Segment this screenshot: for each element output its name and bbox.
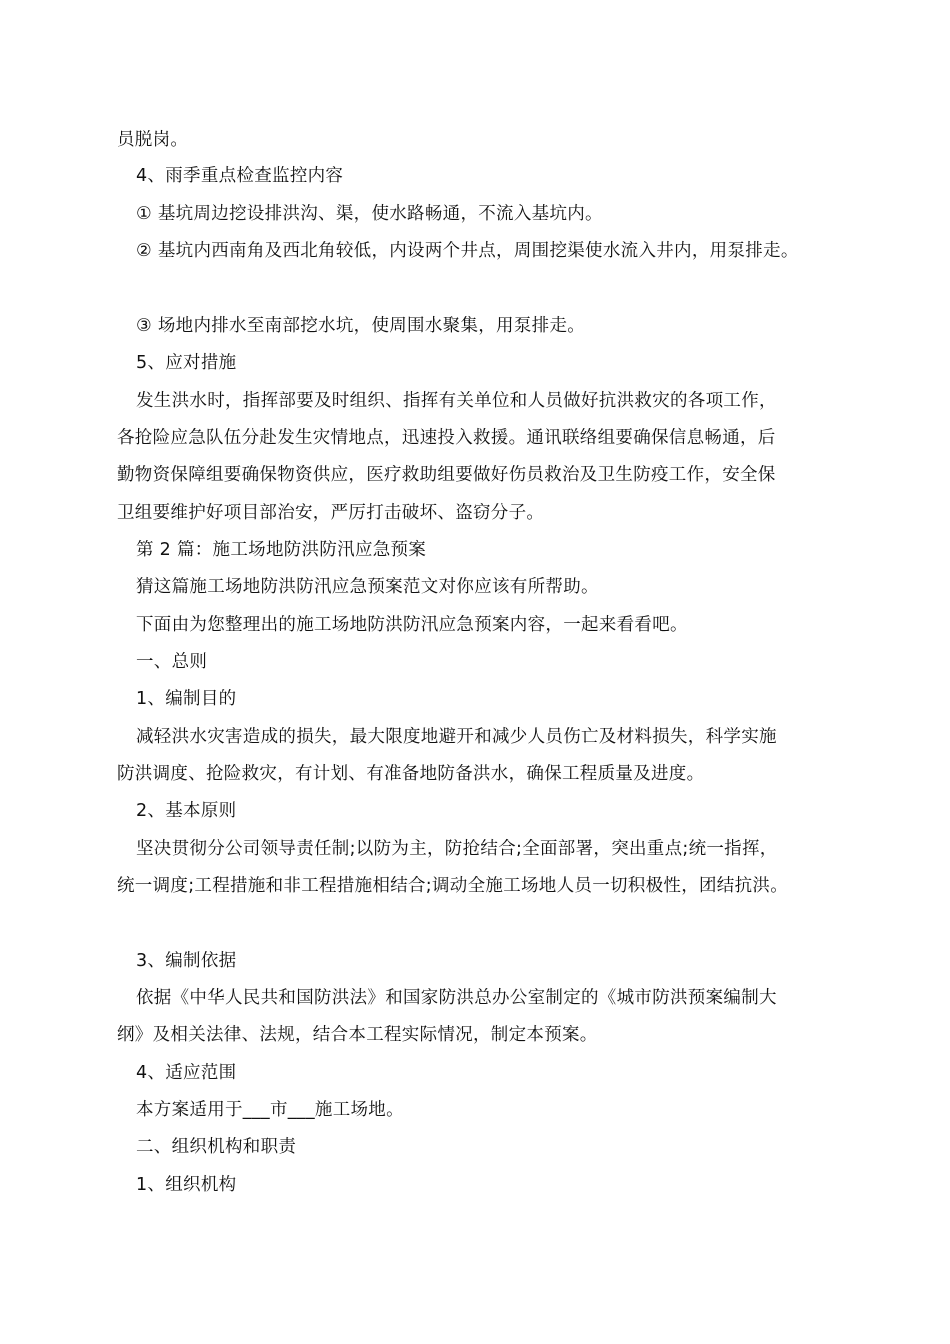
section-heading: 1、组织机构	[136, 1175, 237, 1195]
paragraph-line: 统一调度;工程措施和非工程措施相结合;调动全施工场地人员一切积极性，团结抗洪。	[117, 876, 788, 896]
list-item: ② 基坑内西南角及西北角较低，内设两个井点，周围挖渠使水流入井内，用泵排走。	[136, 241, 799, 261]
paragraph-line: 防洪调度、抢险救灾，有计划、有准备地防备洪水，确保工程质量及进度。	[117, 764, 705, 784]
section-heading: 4、适应范围	[136, 1063, 237, 1083]
paragraph-line: 各抢险应急队伍分赴发生灾情地点，迅速投入救援。通讯联络组要确保信息畅通，后	[117, 428, 776, 448]
paragraph-line: 卫组要维护好项目部治安，严厉打击破坏、盗窃分子。	[117, 503, 545, 523]
paragraph-line: 猜这篇施工场地防洪防汛应急预案范文对你应该有所帮助。	[136, 577, 599, 597]
list-item: ① 基坑周边挖设排洪沟、渠，使水路畅通，不流入基坑内。	[136, 204, 603, 224]
paragraph-line: 勤物资保障组要确保物资供应，医疗救助组要做好伤员救治及卫生防疫工作，安全保	[117, 465, 776, 485]
paragraph-line: 坚决贯彻分公司领导责任制;以防为主，防抢结合;全面部署，突出重点;统一指挥，	[136, 839, 778, 859]
chapter-title: 第 2 篇：施工场地防洪防汛应急预案	[136, 540, 427, 560]
section-heading: 5、应对措施	[136, 353, 237, 373]
section-heading: 一、总则	[136, 652, 208, 672]
section-heading: 2、基本原则	[136, 801, 237, 821]
paragraph-line: 减轻洪水灾害造成的损失，最大限度地避开和减少人员伤亡及材料损失，科学实施	[136, 727, 777, 747]
paragraph-line: 纲》及相关法律、法规，结合本工程实际情况，制定本预案。	[117, 1025, 598, 1045]
section-heading: 1、编制目的	[136, 689, 237, 709]
section-heading: 二、组织机构和职责	[136, 1137, 297, 1157]
paragraph-line: 依据《中华人民共和国防洪法》和国家防洪总办公室制定的《城市防洪预案编制大	[136, 988, 777, 1008]
list-item: ③ 场地内排水至南部挖水坑，使周围水聚集，用泵排走。	[136, 316, 586, 336]
text-line: 员脱岗。	[117, 130, 189, 150]
section-heading: 4、雨季重点检查监控内容	[136, 166, 344, 186]
paragraph-line: 本方案适用于___市___施工场地。	[136, 1100, 404, 1120]
paragraph-line: 下面由为您整理出的施工场地防洪防汛应急预案内容，一起来看看吧。	[136, 615, 688, 635]
section-heading: 3、编制依据	[136, 951, 237, 971]
paragraph-line: 发生洪水时，指挥部要及时组织、指挥有关单位和人员做好抗洪救灾的各项工作，	[136, 391, 777, 411]
